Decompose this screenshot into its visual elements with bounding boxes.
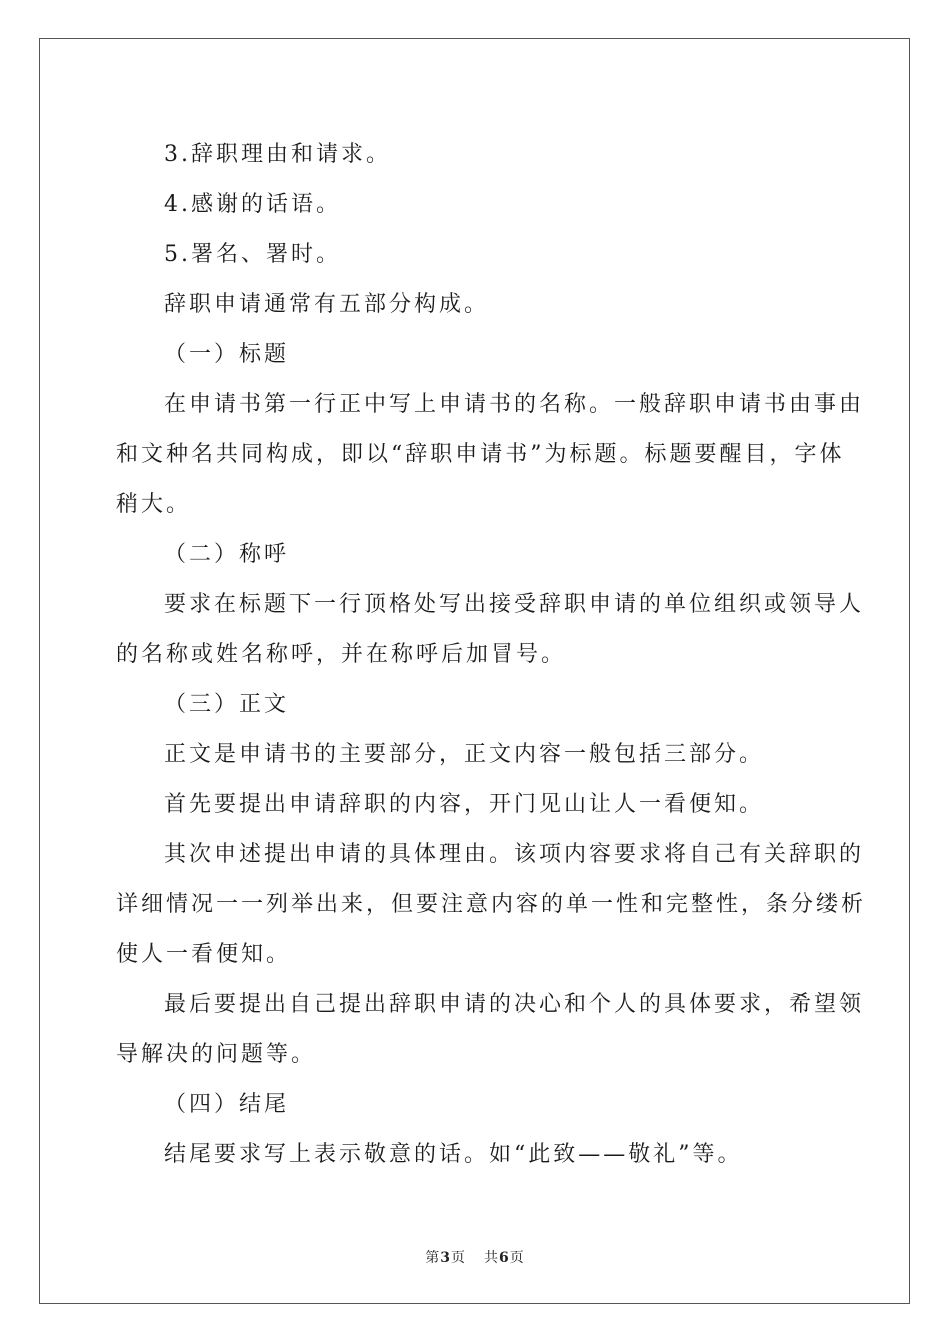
list-item-thanks: 4.感谢的话语。 — [164, 192, 341, 217]
paragraph-line: 导解决的问题等。 — [116, 1042, 317, 1067]
paragraph-line: 其次申述提出申请的具体理由。该项内容要求将自己有关辞职的 — [164, 842, 865, 867]
paragraph-line: 最后要提出自己提出辞职申请的决心和个人的具体要求，希望领 — [164, 992, 865, 1017]
section-heading-body: （三）正文 — [164, 692, 290, 717]
paragraph-line: 在申请书第一行正中写上申请书的名称。一般辞职申请书由事由 — [164, 392, 865, 417]
paragraph-line: 使人一看便知。 — [116, 942, 292, 967]
paragraph-line: 要求在标题下一行顶格处写出接受辞职申请的单位组织或领导人 — [164, 592, 865, 617]
paragraph-line: 的名称或姓名称呼，并在称呼后加冒号。 — [116, 642, 567, 667]
intro-sentence: 辞职申请通常有五部分构成。 — [164, 292, 490, 317]
paragraph-body-intro: 正文是申请书的主要部分，正文内容一般包括三部分。 — [164, 742, 765, 767]
paragraph-line: 稍大。 — [116, 492, 192, 517]
document-body — [116, 130, 867, 1180]
total-suffix: 页 — [509, 1250, 525, 1266]
current-page-number: 3 — [440, 1250, 451, 1266]
list-item-reason: 3.辞职理由和请求。 — [164, 142, 391, 167]
total-prefix: 共 — [484, 1250, 499, 1266]
section-heading-title: （一）标题 — [164, 342, 290, 367]
paragraph-line: 详细情况一一列举出来，但要注意内容的单一性和完整性，条分缕析 — [116, 892, 867, 917]
paragraph-body-last — [116, 980, 865, 1080]
paragraph-body-first: 首先要提出申请辞职的内容，开门见山让人一看便知。 — [164, 792, 765, 817]
section-heading-closing: （四）结尾 — [164, 1092, 290, 1117]
page-footer — [0, 1247, 950, 1267]
page-suffix: 页 — [451, 1250, 466, 1266]
section-heading-salutation: （二）称呼 — [164, 542, 290, 567]
paragraph-salutation — [116, 580, 865, 680]
paragraph-body-second — [116, 830, 867, 980]
page-prefix: 第 — [425, 1250, 441, 1266]
paragraph-title — [116, 380, 865, 530]
paragraph-closing: 结尾要求写上表示敬意的话。如“此致——敬礼”等。 — [164, 1142, 743, 1167]
paragraph-line: 和文种名共同构成，即以“辞职申请书”为标题。标题要醒目，字体 — [116, 442, 845, 467]
total-page-number: 6 — [499, 1250, 510, 1266]
list-item-signature: 5.署名、署时。 — [164, 242, 341, 267]
